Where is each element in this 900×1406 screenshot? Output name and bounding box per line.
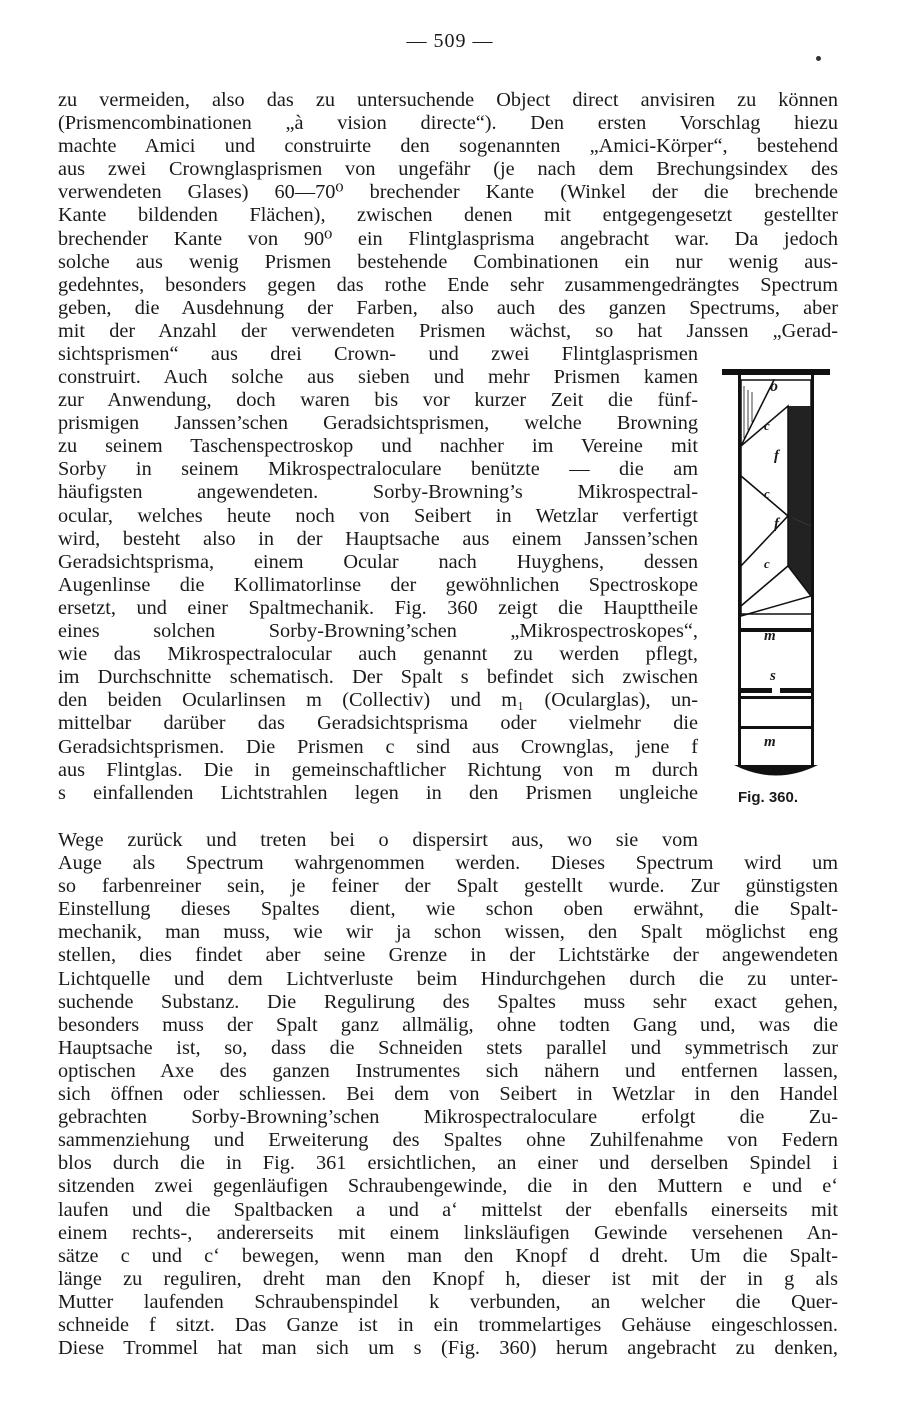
text-line: sich öffnen oder schliessen. Bei dem von Seibert in Wetzlar in den Handel — [58, 1083, 838, 1106]
text-line: sammenziehung und Erweiterung des Spaltes ohne Zuhilfenahme von Federn — [58, 1129, 838, 1152]
text-line: wie das Mikrospectralocular auch genannt zu werden pflegt, — [58, 643, 698, 666]
text-line: schneide f sitzt. Das Ganze ist in ein trommelartiges Gehäuse eingeschlossen. — [58, 1313, 838, 1336]
text-line: besonders muss der Spalt ganz allmälig, ohne todten Gang und, was die — [58, 1013, 838, 1036]
text-line: zu seinem Taschenspectroskop und nachher im Vereine mit — [58, 435, 698, 458]
label-o: o — [770, 378, 778, 395]
text-line: mittelbar darüber das Geradsichtsprisma oder vielmehr die — [58, 712, 698, 735]
label-c-3: c — [764, 556, 770, 571]
text-line: sichtsprismen“ aus drei Crown- und zwei Flintglasprismen — [58, 343, 698, 366]
text-line: häufigsten angewendeten. Sorby-Browning’s Mikrospectral- — [58, 481, 698, 504]
label-c-2: c — [764, 486, 770, 501]
text-line: brechender Kante von 90⁰ ein Flintglasprisma angebracht war. Da jedoch — [58, 227, 838, 250]
text-line: Hauptsache ist, so, dass die Schneiden stets parallel und symmetrisch zur — [58, 1036, 838, 1059]
label-s: s — [770, 668, 776, 684]
text-line: gedehntes, besonders gegen das rothe Ende sehr zusammengedrängtes Spectrum — [58, 273, 838, 296]
text-line: verwendeten Glases) 60—70⁰ brechender Kante (Winkel der die brechende — [58, 181, 838, 204]
text-line: mit der Anzahl der verwendeten Prismen wächst, so hat Janssen „Gerad- — [58, 319, 838, 342]
text-line: prismigen Janssen’schen Geradsichtsprismen, welche Browning — [58, 412, 698, 435]
text-line: wird, besteht also in der Hauptsache aus einem Janssen’schen — [58, 527, 698, 550]
text-line: Auge als Spectrum wahrgenommen werden. Dieses Spectrum wird um — [58, 852, 838, 875]
text-line: sätze c und c‘ bewegen, wenn man den Knopf d dreht. Um die Spalt- — [58, 1244, 838, 1267]
figure-360-microspectroscope — [722, 366, 832, 786]
text-line: zur Anwendung, doch waren bis vor kurzer Zeit die fünf- — [58, 389, 698, 412]
text-line: (Prismencombinationen „à vision directe“). Den ersten Vorschlag hiezu — [58, 112, 838, 135]
text-line: eines solchen Sorby-Browning’schen „Mikrospectroskopes“, — [58, 620, 698, 643]
text-line: construirt. Auch solche aus sieben und mehr Prismen kamen — [58, 366, 698, 388]
text-line: Augenlinse die Kollimatorlinse der gewöhnlichen Spectroskope — [58, 573, 698, 596]
text-line: so farbenreiner sein, je feiner der Spalt gestellt wurde. Zur günstigsten — [58, 875, 838, 898]
text-line: Wege zurück und treten bei o dispersirt aus, wo sie vom — [58, 829, 698, 851]
ink-speck — [816, 56, 821, 61]
text-block-beside-figure — [58, 366, 698, 805]
text-line: geben, die Ausdehnung der Farben, also auch des ganzen Spectrums, aber — [58, 296, 838, 319]
text-line: machte Amici und construirte den sogenannten „Amici-Körper“, bestehend — [58, 135, 838, 158]
text-line: länge zu reguliren, dreht man den Knopf h, dieser ist mit der in g als — [58, 1267, 838, 1290]
text-line: optischen Axe des ganzen Instrumentes sich nähern und entfernen lassen, — [58, 1059, 838, 1082]
text-line: Lichtquelle und dem Lichtverluste beim Hindurchgehen durch die zu unter- — [58, 967, 838, 990]
text-line: zu vermeiden, also das zu untersuchende Object direct anvisiren zu können — [58, 89, 838, 111]
text-block-top — [58, 89, 838, 366]
label-c-1: c — [764, 418, 770, 433]
text-line: den beiden Ocularlinsen m (Collectiv) und m₁ (Ocularglas), un- — [58, 689, 698, 712]
text-block-bottom — [58, 829, 838, 1360]
text-line: s einfallenden Lichtstrahlen legen in den Prismen ungleiche — [58, 781, 698, 804]
text-line: Einstellung dieses Spaltes dient, wie schon oben erwähnt, die Spalt- — [58, 898, 838, 921]
text-line: laufen und die Spaltbacken a und a‘ mittelst der ebenfalls einerseits mit — [58, 1198, 838, 1221]
label-f-2: f — [774, 516, 779, 532]
text-line: stellen, dies findet aber seine Grenze in der Lichtstärke der angewendeten — [58, 944, 838, 967]
text-line: aus zwei Crownglasprismen von ungefähr (je nach dem Brechungsindex des — [58, 158, 838, 181]
text-line: im Durchschnitte schematisch. Der Spalt s befindet sich zwischen — [58, 666, 698, 689]
text-line: Mutter laufenden Schraubenspindel k verbunden, an welcher die Quer- — [58, 1290, 838, 1313]
text-line: ersetzt, und einer Spaltmechanik. Fig. 360 zeigt die Haupttheile — [58, 596, 698, 619]
microspectroscope-diagram — [722, 366, 832, 786]
label-m: m — [764, 628, 776, 644]
text-line: sitzenden zwei gegenläufigen Schraubengewinde, die in den Muttern e und e‘ — [58, 1175, 838, 1198]
page-number: — 509 — — [406, 30, 494, 52]
figure-caption: Fig. 360. — [738, 789, 799, 806]
text-line: gebrachten Sorby-Browning’schen Mikrospectraloculare erfolgt die Zu- — [58, 1106, 838, 1129]
text-line: solche aus wenig Prismen bestehende Combinationen ein nur wenig aus- — [58, 250, 838, 273]
label-f-1: f — [774, 448, 779, 464]
text-line: aus Flintglas. Die in gemeinschaftlicher Richtung von m durch — [58, 758, 698, 781]
text-line: suchende Substanz. Die Regulirung des Spaltes muss sehr exact gehen, — [58, 990, 838, 1013]
text-line: Kante bildenden Flächen), zwischen denen mit entgegengesetzt gestellter — [58, 204, 838, 227]
text-line: Geradsichtsprismen. Die Prismen c sind aus Crownglas, jene f — [58, 735, 698, 758]
text-line: Geradsichtsprisma, einem Ocular nach Huyghens, dessen — [58, 550, 698, 573]
text-line: blos durch die in Fig. 361 ersichtlichen, an einer und derselben Spindel i — [58, 1152, 838, 1175]
text-line: Sorby in seinem Mikrospectraloculare benützte — die am — [58, 458, 698, 481]
text-line: mechanik, man muss, wie wir ja schon wissen, den Spalt möglichst eng — [58, 921, 838, 944]
text-line: einem rechts-, andererseits mit einem linksläufigen Gewinde versehenen An- — [58, 1221, 838, 1244]
label-m1: m — [764, 734, 776, 750]
text-line: Diese Trommel hat man sich um s (Fig. 360) herum angebracht zu denken, — [58, 1337, 838, 1360]
text-line: ocular, welches heute noch von Seibert in Wetzlar verfertigt — [58, 504, 698, 527]
